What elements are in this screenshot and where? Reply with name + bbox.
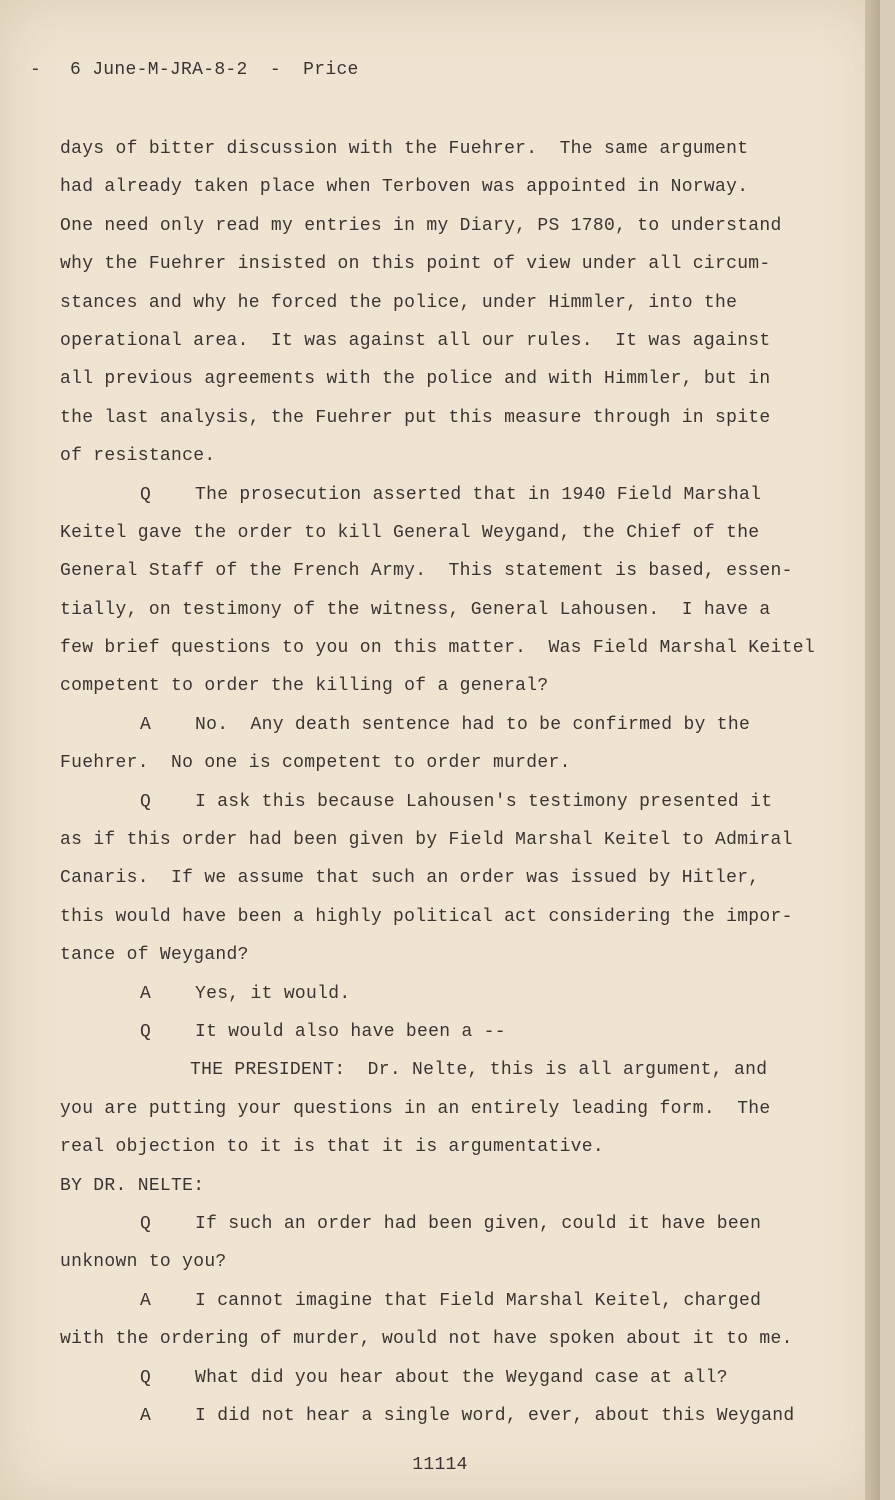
- transcript-line: as if this order had been given by Field Marshal Keitel to Admiral: [60, 830, 793, 851]
- transcript-line: with the ordering of murder, would not have spoken about it to me.: [60, 1329, 793, 1350]
- transcript-line: BY DR. NELTE:: [60, 1175, 205, 1196]
- transcript-line: [60, 1205, 850, 1243]
- transcript-line: this would have been a highly political act considering the impor-: [60, 906, 793, 927]
- line-text: What did you hear about the Weygand case at all?: [195, 1367, 728, 1388]
- transcript-line: Keitel gave the order to kill General Weygand, the Chief of the: [60, 522, 760, 543]
- speaker-label: A: [140, 1290, 152, 1311]
- transcript-line: [60, 1397, 850, 1435]
- line-text: I did not hear a single word, ever, about this Weygand: [195, 1405, 795, 1426]
- transcript-line: [60, 1359, 850, 1397]
- line-text: The prosecution asserted that in 1940 Field Marshal: [195, 484, 762, 505]
- speaker-label: Q: [140, 1213, 152, 1234]
- transcript-line: all previous agreements with the police and with Himmler, but in: [60, 369, 771, 390]
- transcript-line: stances and why he forced the police, under Himmler, into the: [60, 292, 738, 313]
- transcript-line: [60, 975, 850, 1013]
- speaker-label: A: [140, 1405, 152, 1426]
- transcript-line: Canaris. If we assume that such an order was issued by Hitler,: [60, 868, 760, 889]
- transcript-line: THE PRESIDENT: Dr. Nelte, this is all argument, and: [190, 1060, 768, 1081]
- transcript-line: you are putting your questions in an entirely leading form. The: [60, 1098, 771, 1119]
- transcript-line: had already taken place when Terboven was appointed in Norway.: [60, 177, 749, 198]
- transcript-line: [60, 1282, 850, 1320]
- speaker-label: Q: [140, 1367, 152, 1388]
- transcript-line: [60, 476, 850, 514]
- transcript-line: Fuehrer. No one is competent to order murder.: [60, 753, 571, 774]
- transcript-line: the last analysis, the Fuehrer put this measure through in spite: [60, 407, 771, 428]
- line-text: I cannot imagine that Field Marshal Keitel, charged: [195, 1290, 762, 1311]
- transcript-line: unknown to you?: [60, 1252, 227, 1273]
- transcript-line: days of bitter discussion with the Fuehrer. The same argument: [60, 139, 749, 159]
- line-text: If such an order had been given, could it have been: [195, 1213, 762, 1234]
- transcript-line: General Staff of the French Army. This statement is based, essen-: [60, 561, 793, 582]
- line-text: I ask this because Lahousen's testimony presented it: [195, 791, 773, 812]
- line-text: No. Any death sentence had to be confirmed by the: [195, 714, 751, 735]
- speaker-label: Q: [140, 484, 152, 505]
- transcript-line: competent to order the killing of a general?: [60, 676, 549, 697]
- line-text: It would also have been a --: [195, 1021, 506, 1042]
- speaker-label: A: [140, 714, 152, 735]
- transcript-line: tance of Weygand?: [60, 945, 249, 966]
- transcript-body: [60, 130, 850, 1435]
- page-header: 6 June-M-JRA-8-2 - Price: [70, 60, 359, 80]
- transcript-line: [60, 1013, 850, 1051]
- transcript-line: of resistance.: [60, 446, 216, 467]
- transcript-line: why the Fuehrer insisted on this point of view under all circum-: [60, 254, 771, 275]
- transcript-line: few brief questions to you on this matter. Was Field Marshal Keitel: [60, 638, 815, 659]
- transcript-line: tially, on testimony of the witness, General Lahousen. I have a: [60, 599, 771, 620]
- transcript-line: [60, 706, 850, 744]
- page-edge: [865, 0, 880, 1500]
- transcript-line: [60, 783, 850, 821]
- transcript-line: operational area. It was against all our rules. It was against: [60, 330, 771, 351]
- transcript-line: One need only read my entries in my Diary, PS 1780, to understand: [60, 215, 782, 236]
- speaker-label: Q: [140, 1021, 152, 1042]
- page-number: 11114: [412, 1455, 468, 1475]
- transcript-line: real objection to it is that it is argumentative.: [60, 1137, 604, 1158]
- header-mark: -: [30, 60, 42, 80]
- speaker-label: Q: [140, 791, 152, 812]
- speaker-label: A: [140, 983, 152, 1004]
- line-text: Yes, it would.: [195, 983, 351, 1004]
